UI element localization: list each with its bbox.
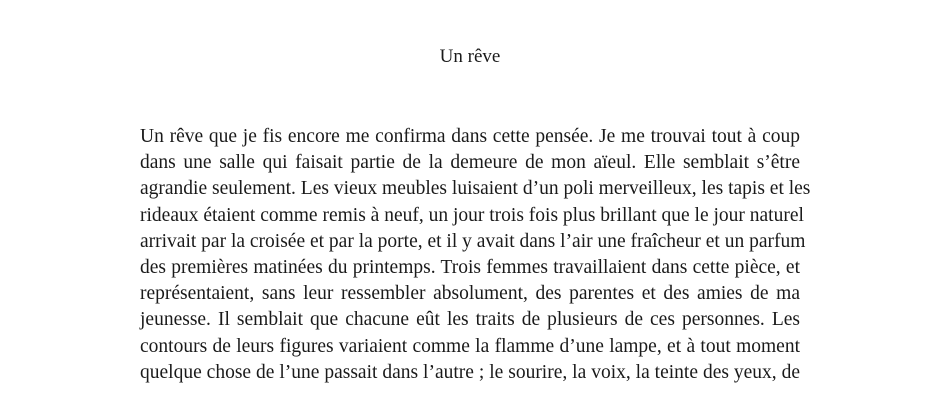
- body-paragraph: [140, 124, 811, 386]
- text-line: Un rêve que je fis encore me confirma dans cette pensée. Je me trouvai tout à coup: [140, 126, 800, 147]
- text-line: arrivait par la croisée et par la porte, et il y avait dans l’air une fraîcheur et un parfum: [140, 230, 806, 252]
- text-line: agrandie seulement. Les vieux meubles luisaient d’un poli merveilleux, les tapis et les: [140, 178, 811, 200]
- text-line: quelque chose de l’une passait dans l’autre ; le sourire, la voix, la teinte des yeux, de: [140, 361, 800, 383]
- text-line: des premières matinées du printemps. Trois femmes travaillaient dans cette pièce, et: [140, 256, 800, 278]
- text-line: représentaient, sans leur ressembler absolument, des parentes et des amies de ma: [140, 283, 800, 305]
- text-line: rideaux étaient comme remis à neuf, un jour trois fois plus brillant que le jour naturel: [140, 204, 804, 226]
- text-line: dans une salle qui faisait partie de la demeure de mon aïeul. Elle semblait s’être: [140, 152, 800, 174]
- text-line: contours de leurs figures variaient comme la flamme d’une lampe, et à tout moment: [140, 335, 800, 357]
- text-line: jeunesse. Il semblait que chacune eût les traits de plusieurs de ces personnes. Les: [140, 309, 800, 331]
- page-title: Un rêve: [439, 46, 501, 67]
